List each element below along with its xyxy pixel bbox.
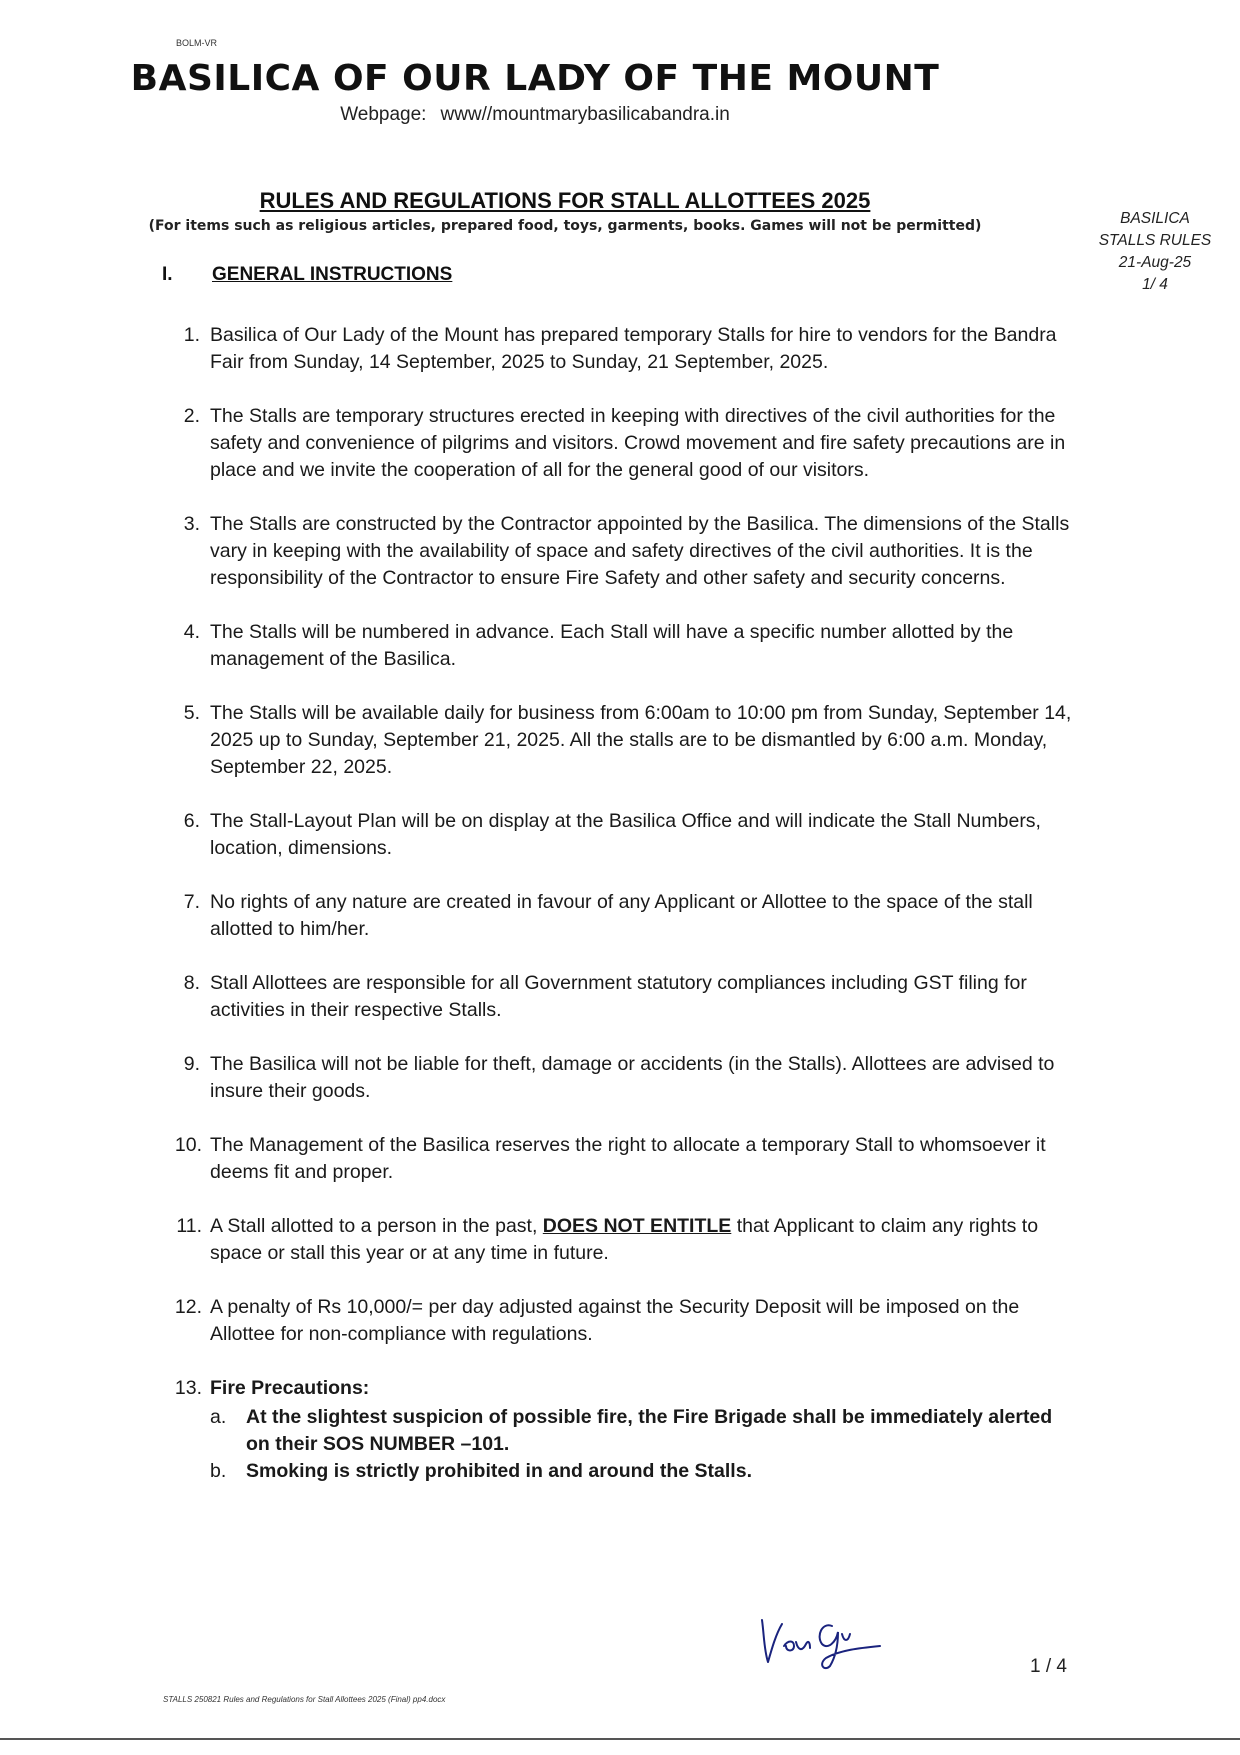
rule-text: The Stalls will be available daily for business from 6:00am to 10:00 pm from Sunday, September 14, 2025 up to Sunday, September 21, 2025. All the stalls are to be dismantled by 6:00 a.m. Monday, September 22, 2025. <box>210 702 1072 778</box>
rule-text-after: that Applicant to claim any rights to space or stall this year or at any time in future. <box>210 1215 1039 1264</box>
rule-emphasis: DOES NOT ENTITLE <box>542 1215 732 1237</box>
rule-number: 10. <box>174 1134 202 1156</box>
rule-text: Basilica of Our Lady of the Mount has prepared temporary Stalls for hire to vendors for the Bandra Fair from Sunday, 14 September, 2025 to Sunday, 21 September, 2025. <box>210 324 1057 373</box>
rule-text: The Stalls are constructed by the Contractor appointed by the Basilica. The dimensions of the Stalls vary in keeping with the availability of space and safety directives of the civil authorities. It is the responsibility of the Contractor to ensure Fire Safety and other safety and security concerns. <box>210 513 1070 589</box>
side-note-date: 21-Aug-25 <box>1118 254 1192 271</box>
rule-item <box>183 808 1080 862</box>
rule-number: 12. <box>174 1296 202 1318</box>
rule-text: No rights of any nature are created in favour of any Applicant or Allottee to the space of the stall allotted to him/her. <box>210 891 1033 940</box>
rule-number: 4. <box>183 621 200 643</box>
rule-item <box>183 970 1080 1024</box>
rule-number: 7. <box>183 891 200 913</box>
rule-item <box>176 1213 1080 1267</box>
rule-number: 11. <box>176 1215 202 1237</box>
rule-number: 3. <box>183 513 200 535</box>
rule-number: 5. <box>183 702 200 724</box>
rule-item <box>183 1051 1080 1105</box>
side-note <box>1090 208 1220 296</box>
rule-item <box>183 889 1080 943</box>
webpage-url: www//mountmarybasilicabandra.in <box>440 104 730 125</box>
rule-item <box>183 511 1080 592</box>
fire-precautions-list <box>210 1404 1080 1485</box>
section-number: I. <box>162 264 173 285</box>
rule-number: 1. <box>183 324 200 346</box>
webpage-line <box>0 104 1070 126</box>
rule-number: 2. <box>183 405 200 427</box>
document-title: RULES AND REGULATIONS FOR STALL ALLOTTEES 2025 <box>259 188 871 213</box>
webpage-label: Webpage: <box>340 104 427 125</box>
rule-number: 8. <box>183 972 200 994</box>
sub-item-label: a. <box>210 1406 227 1428</box>
rule-text: The Stall-Layout Plan will be on display at the Basilica Office and will indicate the Stall Numbers, location, dimensions. <box>210 810 1041 859</box>
rules-list <box>174 322 1080 1512</box>
document-code: BOLM-VR <box>176 38 218 48</box>
rule-item <box>183 403 1080 484</box>
side-note-line: BASILICA <box>1120 210 1190 227</box>
sub-item-text: At the slightest suspicion of possible fire, the Fire Brigade shall be immediately alerted on their SOS NUMBER –101. <box>246 1406 1053 1455</box>
sub-item-text: Smoking is strictly prohibited in and around the Stalls. <box>246 1460 752 1482</box>
footer-filename: STALLS 250821 Rules and Regulations for Stall Allottees 2025 (Final) pp4.docx <box>163 1695 446 1704</box>
sub-item-label: b. <box>210 1460 227 1482</box>
organization-name: BASILICA OF OUR LADY OF THE MOUNT <box>130 58 940 99</box>
rule-text-before: A Stall allotted to a person in the past, <box>210 1215 543 1237</box>
rule-number: 6. <box>183 810 200 832</box>
rule-text: The Stalls are temporary structures erected in keeping with directives of the civil authorities for the safety and convenience of pilgrims and visitors. Crowd movement and fire safety precautions are in place and we invite the cooperation of all for the general good of our visitors. <box>210 405 1066 481</box>
rule-text: Stall Allottees are responsible for all Government statutory compliances including GST filing for activities in their respective Stalls. <box>210 972 1027 1021</box>
document-subtitle: (For items such as religious articles, prepared food, toys, garments, books. Games will not be permitted) <box>148 218 982 234</box>
side-note-line: STALLS RULES <box>1098 232 1212 249</box>
rule-text: The Basilica will not be liable for theft, damage or accidents (in the Stalls). Allottees are advised to insure their goods. <box>210 1053 1055 1102</box>
rule-number: 9. <box>183 1053 200 1075</box>
page-number: 1 / 4 <box>1030 1656 1067 1677</box>
rule-item <box>174 1294 1080 1348</box>
rule-heading: Fire Precautions: <box>210 1377 370 1399</box>
handwritten-signature <box>750 1612 890 1672</box>
page-edge-line <box>0 1738 1240 1740</box>
rule-item <box>183 619 1080 673</box>
section-title: GENERAL INSTRUCTIONS <box>212 264 453 285</box>
rule-item <box>174 1375 1080 1485</box>
rule-text: The Stalls will be numbered in advance. Each Stall will have a specific number allotted by the management of the Basilica. <box>210 621 1014 670</box>
rule-text: A penalty of Rs 10,000/= per day adjusted against the Security Deposit will be imposed on the Allottee for non-compliance with regulations. <box>210 1296 1020 1345</box>
sub-item <box>210 1404 1080 1458</box>
side-note-page: 1/ 4 <box>1142 276 1168 293</box>
rule-item <box>183 700 1080 781</box>
rule-item <box>174 1132 1080 1186</box>
rule-item <box>183 322 1080 376</box>
rule-number: 13. <box>174 1377 202 1399</box>
rule-text: The Management of the Basilica reserves the right to allocate a temporary Stall to whomsoever it deems fit and proper. <box>210 1134 1046 1183</box>
sub-item <box>210 1458 1080 1485</box>
